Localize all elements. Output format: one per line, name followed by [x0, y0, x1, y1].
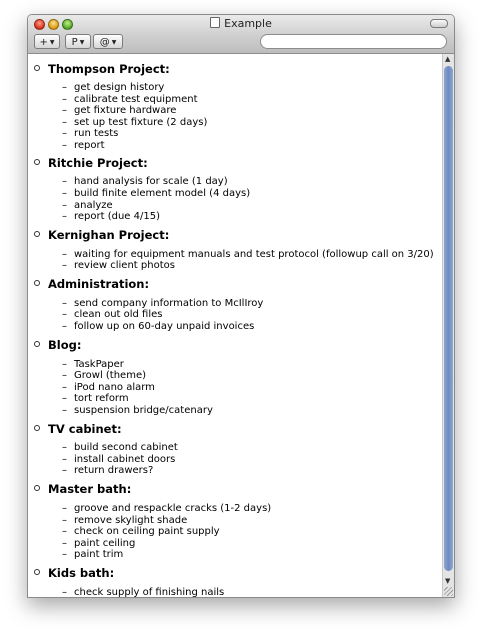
task-dash-icon: – [62, 503, 67, 514]
scroll-down-arrow-icon[interactable]: ▼ [445, 577, 451, 585]
add-item-button[interactable] [34, 34, 60, 49]
resize-grip-icon[interactable] [444, 587, 453, 596]
task-text: return drawers? [74, 465, 154, 476]
task-dash-icon: – [62, 128, 67, 139]
project-title-text: Thompson Project: [48, 62, 170, 76]
project-menu-label: P [71, 37, 78, 48]
task-text: waiting for equipment manuals and test protocol (followup call on 3/20) [74, 249, 434, 260]
toolbar-toggle-button[interactable] [430, 19, 448, 28]
task-text: paint trim [74, 549, 124, 560]
task-dash-icon: – [62, 176, 67, 187]
task-dash-icon: – [62, 454, 67, 465]
task-dash-icon: – [62, 298, 67, 309]
task-dash-icon: – [62, 465, 67, 476]
task-dash-icon: – [62, 370, 67, 381]
task-text: review client photos [74, 260, 175, 271]
task-item[interactable] [62, 549, 123, 561]
project-title-text: Kernighan Project: [48, 228, 170, 242]
task-item[interactable] [62, 309, 163, 321]
task-item[interactable] [62, 188, 250, 200]
project-title-text: Blog: [48, 338, 82, 352]
project-title-text: Administration: [48, 277, 150, 291]
project-bullet-icon [34, 159, 40, 165]
task-dash-icon: – [62, 82, 67, 93]
task-text: follow up on 60-day unpaid invoices [74, 321, 255, 332]
project-bullet-icon [34, 569, 40, 575]
task-text: build second cabinet [74, 442, 178, 453]
project-bullet-icon [34, 280, 40, 286]
project-bullet-icon [34, 425, 40, 431]
task-text: report [74, 140, 105, 151]
task-item[interactable] [62, 465, 153, 477]
task-item[interactable] [62, 587, 224, 597]
project-heading[interactable] [48, 62, 170, 76]
task-item[interactable] [62, 321, 254, 333]
task-item[interactable] [62, 105, 176, 117]
task-text: build finite element model (4 days) [74, 188, 251, 199]
project-title-text: Master bath: [48, 482, 132, 496]
task-text: get design history [74, 82, 165, 93]
task-dash-icon: – [62, 359, 67, 370]
task-text: run tests [74, 128, 119, 139]
project-heading[interactable] [48, 566, 114, 580]
project-menu-button[interactable] [65, 34, 91, 49]
task-item[interactable] [62, 526, 220, 538]
project-title-text: Kids bath: [48, 566, 115, 580]
task-text: analyze [74, 200, 113, 211]
task-text: remove skylight shade [74, 515, 188, 526]
document-icon [210, 17, 220, 28]
chevron-down-icon: ▼ [79, 39, 85, 46]
project-heading[interactable] [48, 338, 81, 352]
task-text: clean out old files [74, 309, 163, 320]
project-bullet-icon [34, 231, 40, 237]
task-text: tort reform [74, 393, 129, 404]
tag-menu-button[interactable] [93, 34, 123, 49]
task-dash-icon: – [62, 442, 67, 453]
task-item[interactable] [62, 128, 118, 140]
task-text: Growl (theme) [74, 370, 147, 381]
project-bullet-icon [34, 65, 40, 71]
project-heading[interactable] [48, 228, 169, 242]
task-item[interactable] [62, 140, 105, 152]
task-text: send company information to McIlIroy [74, 298, 264, 309]
task-text: iPod nano alarm [74, 382, 155, 393]
task-text: paint ceiling [74, 538, 136, 549]
task-dash-icon: – [62, 538, 67, 549]
task-text: hand analysis for scale (1 day) [74, 176, 228, 187]
task-item[interactable] [62, 370, 146, 382]
task-item[interactable] [62, 82, 164, 94]
task-text: suspension bridge/catenary [74, 405, 213, 416]
project-heading[interactable] [48, 482, 131, 496]
task-dash-icon: – [62, 309, 67, 320]
chevron-down-icon: ▼ [49, 39, 55, 46]
vertical-scrollbar[interactable] [442, 54, 454, 597]
project-bullet-icon [34, 485, 40, 491]
task-text: check on ceiling paint supply [74, 526, 220, 537]
search-input[interactable] [260, 34, 447, 49]
project-bullet-icon [34, 341, 40, 347]
task-item[interactable] [62, 442, 178, 454]
task-item[interactable] [62, 211, 160, 223]
project-heading[interactable] [48, 422, 122, 436]
task-dash-icon: – [62, 117, 67, 128]
task-dash-icon: – [62, 549, 67, 560]
task-item[interactable] [62, 405, 213, 417]
task-item[interactable] [62, 260, 175, 272]
project-heading[interactable] [48, 156, 148, 170]
app-window [27, 14, 455, 598]
task-dash-icon: – [62, 140, 67, 151]
task-dash-icon: – [62, 105, 67, 116]
task-text: TaskPaper [74, 359, 124, 370]
task-item[interactable] [62, 176, 228, 188]
add-item-label: + [39, 37, 48, 48]
task-item[interactable] [62, 503, 271, 515]
task-dash-icon: – [62, 211, 67, 222]
chevron-down-icon: ▼ [111, 39, 117, 46]
task-text: calibrate test equipment [74, 94, 198, 105]
task-dash-icon: – [62, 94, 67, 105]
task-item[interactable] [62, 393, 129, 405]
task-dash-icon: – [62, 405, 67, 416]
task-dash-icon: – [62, 200, 67, 211]
task-dash-icon: – [62, 188, 67, 199]
task-dash-icon: – [62, 321, 67, 332]
project-title-text: TV cabinet: [48, 422, 122, 436]
task-text: get fixture hardware [74, 105, 177, 116]
task-dash-icon: – [62, 249, 67, 260]
window-title-text: Example [224, 17, 272, 30]
task-dash-icon: – [62, 382, 67, 393]
project-heading[interactable] [48, 277, 149, 291]
task-text: groove and respackle cracks (1-2 days) [74, 503, 272, 514]
task-dash-icon: – [62, 587, 67, 597]
scrollbar-thumb[interactable] [444, 66, 453, 571]
task-document[interactable] [28, 54, 442, 597]
task-dash-icon: – [62, 260, 67, 271]
task-text: report (due 4/15) [74, 211, 160, 222]
task-dash-icon: – [62, 526, 67, 537]
task-text: set up test fixture (2 days) [74, 117, 208, 128]
title-bar [28, 15, 454, 54]
scroll-up-arrow-icon[interactable]: ▲ [445, 55, 451, 63]
task-dash-icon: – [62, 393, 67, 404]
tag-menu-label: @ [99, 37, 110, 48]
window-title [28, 17, 454, 30]
task-dash-icon: – [62, 515, 67, 526]
task-text: check supply of finishing nails [74, 587, 225, 597]
task-text: install cabinet doors [74, 454, 176, 465]
project-title-text: Ritchie Project: [48, 156, 148, 170]
